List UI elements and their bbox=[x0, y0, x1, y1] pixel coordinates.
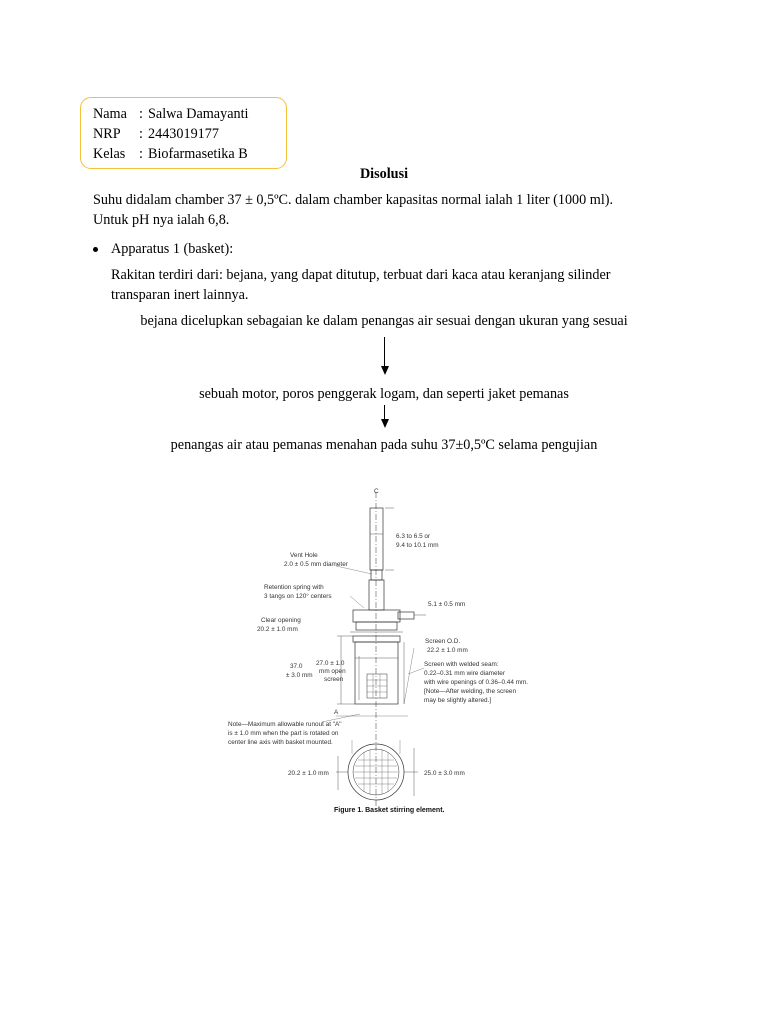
basket-diagram bbox=[228, 478, 558, 818]
intro-line-1: Suhu didalam chamber 37 ± 0,5ºC. dalam chamber kapasitas normal ialah 1 liter (1000 ml). bbox=[93, 192, 614, 208]
apparatus-desc-line-1: Rakitan terdiri dari: bejana, yang dapat ditutup, terbuat dari kaca atau keranjang silinder bbox=[111, 267, 611, 283]
intro-line-2: Untuk pH nya ialah 6,8. bbox=[93, 212, 230, 228]
welded-screen-label: may be slightly altered.] bbox=[424, 697, 492, 704]
shaft-diameter-label: 6.3 to 6.5 or bbox=[396, 533, 431, 540]
flow-step-3: penangas air atau pemanas menahan pada suhu 37±0,5ºC selama pengujian bbox=[170, 437, 598, 453]
identity-label: NRP bbox=[93, 126, 121, 142]
arrow-down-icon bbox=[381, 366, 389, 375]
runout-note: center line axis with basket mounted. bbox=[228, 739, 333, 746]
bottom-opening-label: 20.2 ± 1.0 mm bbox=[288, 770, 329, 777]
identity-label: Nama bbox=[93, 106, 127, 122]
flow-arrow-shaft bbox=[384, 405, 385, 420]
welded-screen-label: 0.22–0.31 mm wire diameter bbox=[424, 670, 505, 677]
shaft-diameter-label: 9.4 to 10.1 mm bbox=[396, 542, 439, 549]
clear-opening-label: Clear opening bbox=[261, 617, 301, 624]
apparatus-desc-line-2: transparan inert lainnya. bbox=[111, 287, 249, 303]
identity-value: 2443019177 bbox=[148, 126, 219, 142]
identity-colon: : bbox=[139, 146, 143, 162]
screen-height-label: 27.0 ± 1.0 bbox=[316, 660, 345, 667]
apparatus-heading: Apparatus 1 (basket): bbox=[111, 241, 234, 257]
arrow-down-icon bbox=[381, 419, 389, 428]
vent-hole-label: Vent Hole bbox=[290, 552, 318, 559]
welded-screen-label: Screen with welded seam: bbox=[424, 661, 499, 668]
bullet-icon bbox=[93, 247, 98, 252]
runout-point-label: A bbox=[334, 709, 339, 716]
screen-od-label: 22.2 ± 1.0 mm bbox=[427, 647, 468, 654]
vent-hole-label: 2.0 ± 0.5 mm diameter bbox=[284, 561, 348, 568]
clear-opening-label: 20.2 ± 1.0 mm bbox=[257, 626, 298, 633]
identity-label: Kelas bbox=[93, 146, 126, 162]
flow-step-2: sebuah motor, poros penggerak logam, dan seperti jaket pemanas bbox=[199, 386, 569, 402]
basket-stirring-figure bbox=[228, 478, 558, 818]
identity-colon: : bbox=[139, 126, 143, 142]
flow-step-1: bejana dicelupkan sebagaian ke dalam penangas air sesuai dengan ukuran yang sesuai bbox=[140, 313, 628, 329]
flow-arrow-shaft bbox=[384, 337, 385, 367]
identity-value: Salwa Damayanti bbox=[148, 106, 249, 122]
retention-spring-label: Retention spring with bbox=[264, 584, 324, 591]
centerline-label: C bbox=[374, 488, 379, 495]
runout-note: Note—Maximum allowable runout at "A" bbox=[228, 721, 342, 728]
screen-height-label: mm open bbox=[319, 668, 346, 675]
figure-caption: Figure 1. Basket stirring element. bbox=[334, 807, 445, 814]
welded-screen-label: with wire openings of 0.36–0.44 mm. bbox=[424, 679, 529, 686]
height-label: 37.0 bbox=[290, 663, 303, 670]
height-label: ± 3.0 mm bbox=[286, 672, 313, 679]
screen-od-label: Screen O.D. bbox=[425, 638, 461, 645]
welded-screen-label: [Note—After welding, the screen bbox=[424, 688, 516, 695]
document-title: Disolusi bbox=[359, 166, 409, 182]
spring-offset-label: 5.1 ± 0.5 mm bbox=[428, 601, 466, 608]
bottom-diameter-label: 25.0 ± 3.0 mm bbox=[424, 770, 465, 777]
runout-note: is ± 1.0 mm when the part is rotated on bbox=[228, 730, 339, 737]
screen-height-label: screen bbox=[324, 676, 344, 683]
identity-colon: : bbox=[139, 106, 143, 122]
retention-spring-label: 3 tangs on 120° centers bbox=[264, 593, 332, 600]
identity-value: Biofarmasetika B bbox=[148, 146, 248, 162]
